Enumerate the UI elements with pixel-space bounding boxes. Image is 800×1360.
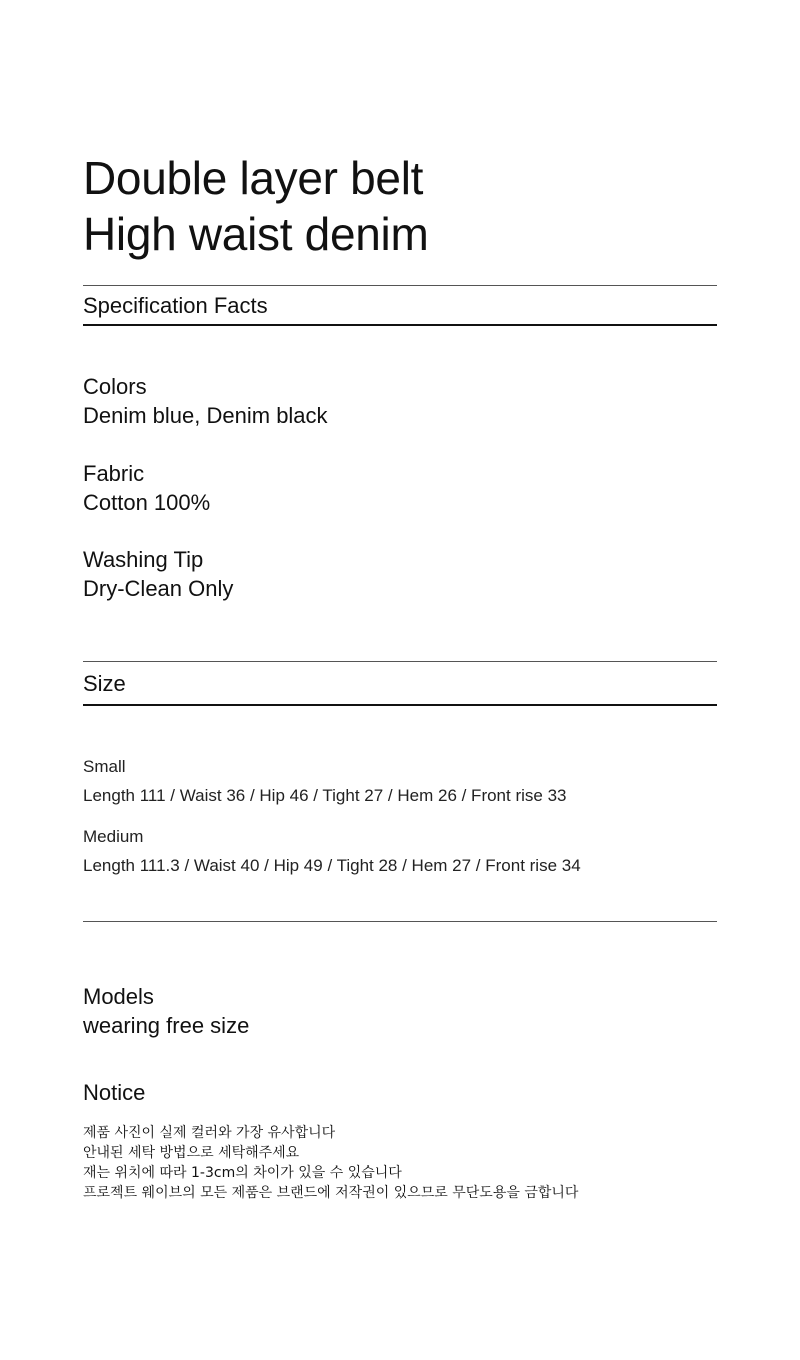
divider [83, 324, 717, 326]
notice-label: Notice [83, 1080, 146, 1105]
product-title-line-2: High waist denim [83, 208, 429, 260]
size-section-heading: Size [83, 671, 126, 696]
colors-value: Denim blue, Denim black [83, 403, 328, 428]
notice-line-1: 제품 사진이 실제 컬러와 가장 유사합니다 [83, 1125, 336, 1141]
size-measurements-medium: Length 111.3 / Waist 40 / Hip 49 / Tight 28 / Hem 27 / Front rise 34 [83, 856, 581, 875]
divider [83, 921, 717, 922]
divider [83, 285, 717, 286]
notice-line-4: 프로젝트 웨이브의 모든 제품은 브랜드에 저작권이 있으므로 무단도용을 금합니다 [83, 1185, 579, 1201]
product-title-line-1: Double layer belt [83, 152, 424, 204]
notice-line-2: 안내된 세탁 방법으로 세탁해주세요 [83, 1145, 300, 1161]
spec-section-heading: Specification Facts [83, 293, 268, 318]
size-measurements-small: Length 111 / Waist 36 / Hip 46 / Tight 27 / Hem 26 / Front rise 33 [83, 786, 567, 805]
washing-tip-value: Dry-Clean Only [83, 576, 234, 601]
divider [83, 704, 717, 706]
models-value: wearing free size [83, 1013, 250, 1038]
fabric-label: Fabric [83, 461, 145, 486]
colors-label: Colors [83, 374, 147, 399]
notice-line-3: 재는 위치에 따라 1-3cm의 차이가 있을 수 있습니다 [83, 1165, 402, 1181]
fabric-value: Cotton 100% [83, 490, 211, 515]
models-label: Models [83, 984, 154, 1009]
size-name-medium: Medium [83, 827, 144, 846]
size-name-small: Small [83, 757, 126, 776]
washing-tip-label: Washing Tip [83, 547, 204, 572]
divider [83, 661, 717, 662]
